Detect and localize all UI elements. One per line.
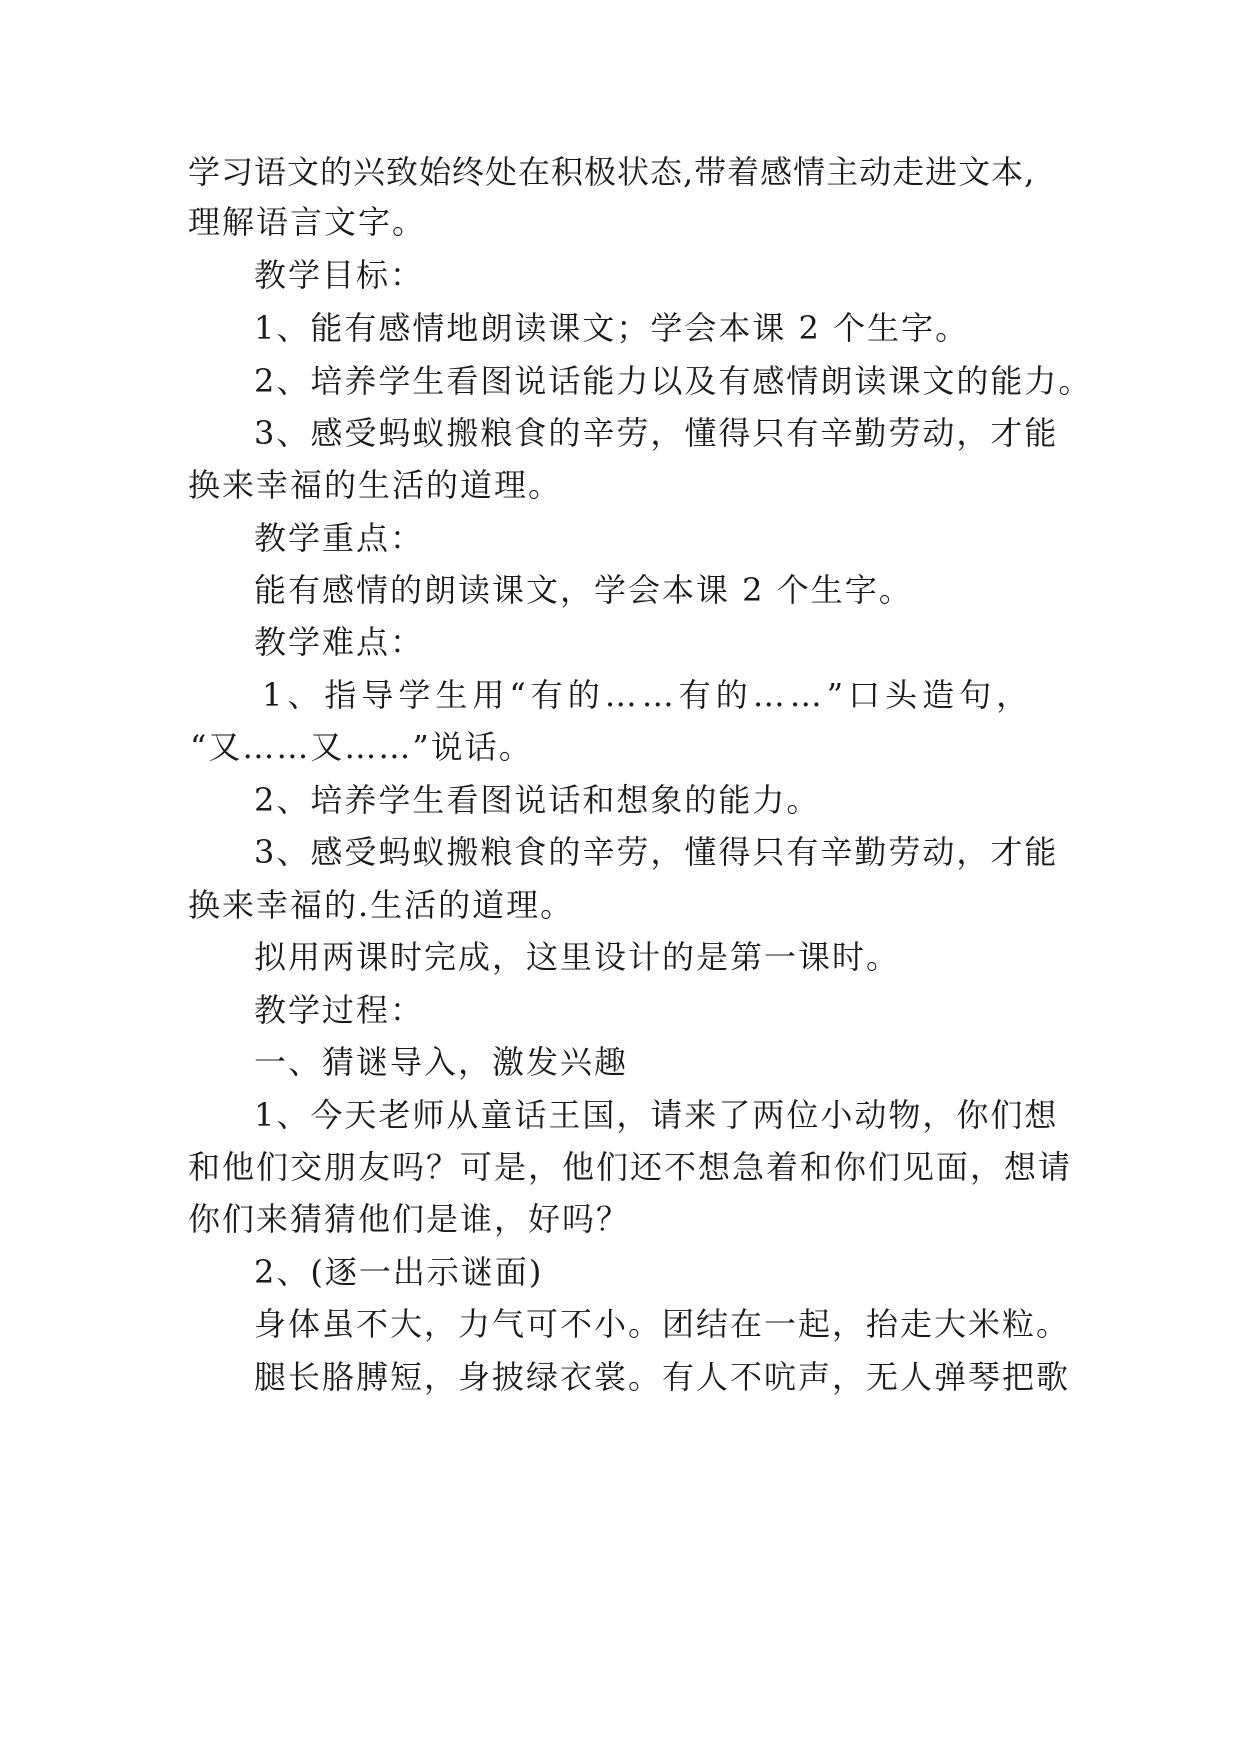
paragraph-line: 能有感情的朗读课文，学会本课 2 个生字。: [254, 571, 913, 609]
paragraph-line: 拟用两课时完成，这里设计的是第一课时。: [254, 938, 901, 976]
paragraph-line: “又……又……”说话。: [190, 728, 533, 766]
paragraph-line: 和他们交朋友吗？可是，他们还不想急着和你们见面，想请: [188, 1148, 1073, 1186]
paragraph-line: 1、今天老师从童话王国，请来了两位小动物，你们想: [254, 1096, 1059, 1134]
paragraph-line: 学习语文的兴致始终处在积极状态,带着感情主动走进文本,: [188, 153, 1036, 191]
section-heading: 教学目标：: [254, 256, 425, 294]
paragraph-line: 你们来猜猜他们是谁，好吗？: [188, 1200, 631, 1238]
riddle-line: 腿长胳膊短，身披绿衣裳。有人不吭声，无人弹琴把歌: [254, 1358, 1071, 1396]
paragraph-line: 理解语言文字。: [188, 203, 427, 241]
paragraph-line: 2、(逐一出示谜面): [254, 1253, 544, 1291]
paragraph-line: 3、感受蚂蚁搬粮食的辛劳，懂得只有辛勤劳动，才能: [254, 414, 1059, 452]
paragraph-line: 换来幸福的生活的道理。: [188, 466, 563, 504]
paragraph-line: 3、感受蚂蚁搬粮食的辛劳，懂得只有辛勤劳动，才能: [254, 833, 1059, 871]
paragraph-line: 2、培养学生看图说话和想象的能力。: [254, 781, 821, 819]
paragraph-line: 1、指导学生用“有的……有的……”口头造句，: [262, 676, 1034, 714]
section-heading: 教学过程：: [254, 991, 425, 1029]
section-heading: 教学重点：: [254, 519, 425, 557]
paragraph-line: 换来幸福的.生活的道理。: [188, 886, 575, 924]
paragraph-line: 2、培养学生看图说话能力以及有感情朗读课文的能力。: [254, 362, 1093, 400]
section-heading: 教学难点：: [254, 623, 425, 661]
subsection-heading: 一、猜谜导入，激发兴趣: [254, 1043, 629, 1081]
riddle-line: 身体虽不大，力气可不小。团结在一起，抬走大米粒。: [254, 1305, 1071, 1343]
paragraph-line: 1、能有感情地朗读课文；学会本课 2 个生字。: [254, 309, 970, 347]
